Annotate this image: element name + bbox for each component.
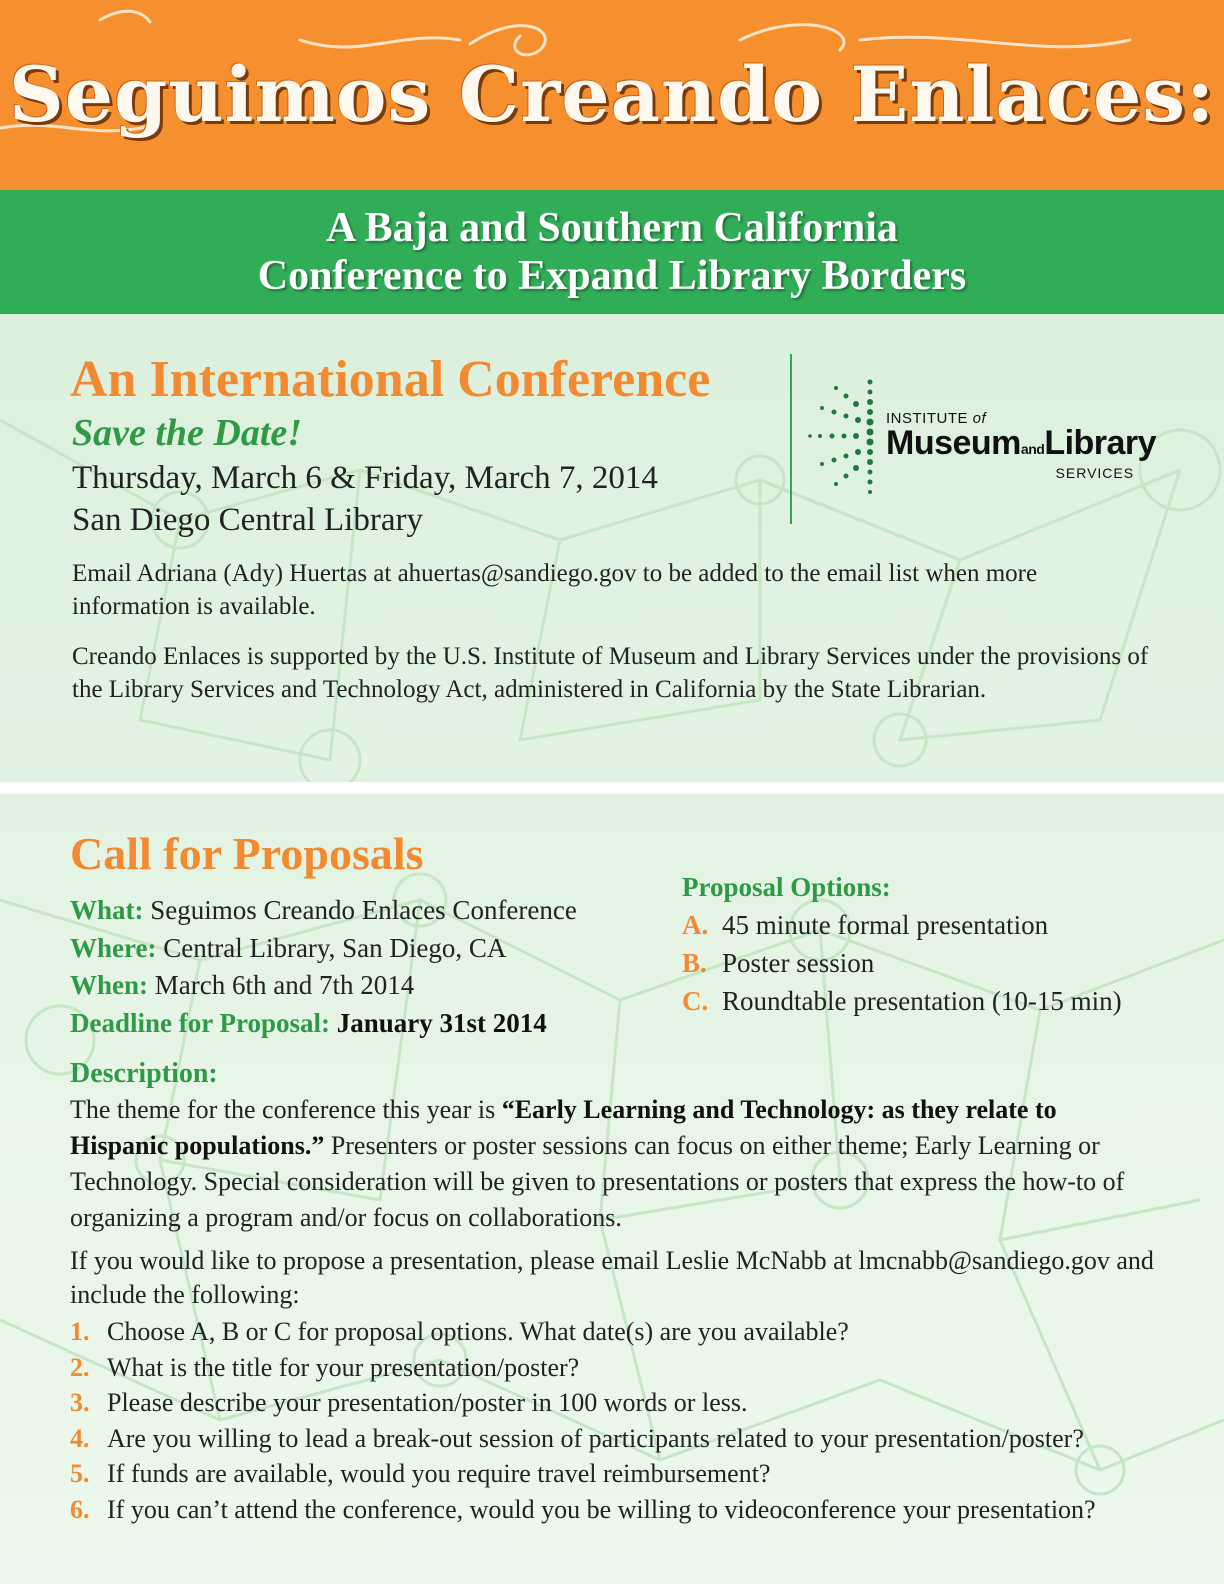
- option-item: C. Roundtable presentation (10-15 min): [682, 986, 1122, 1016]
- subtitle-line-1: A Baja and Southern California: [326, 205, 898, 251]
- subtitle-line-2: Conference to Expand Library Borders: [257, 253, 967, 299]
- where-row: Where: Central Library, San Diego, CA: [70, 932, 507, 963]
- event-dates: Thursday, March 6 & Friday, March 7, 2014: [72, 460, 658, 496]
- list-item: 4. Are you willing to lead a break-out session of participants related to your presentation/poster?: [70, 1423, 1084, 1453]
- list-item: 2. What is the title for your presentation/poster?: [70, 1352, 580, 1382]
- subtitle-banner: [0, 190, 1224, 314]
- what-row: What: Seguimos Creando Enlaces Conference: [70, 895, 577, 925]
- option-item: A. 45 minute formal presentation: [682, 910, 1049, 940]
- title-banner: [0, 0, 1224, 190]
- option-item: B. Poster session: [682, 948, 875, 978]
- propose-instructions: If you would like to propose a presentation, please email Leslie McNabb at lmcnabb@sandiego.gov and include the following:: [70, 1246, 1154, 1309]
- email-note: Email Adriana (Ady) Huertas at ahuertas@sandiego.gov to be added to the email list when more information is available.: [72, 560, 1038, 620]
- cfp-details: [70, 892, 577, 1042]
- event-venue: San Diego Central Library: [72, 502, 423, 538]
- banner-title: Seguimos Creando Enlaces:: [8, 50, 1216, 139]
- imls-services-line: SERVICES: [1055, 465, 1135, 481]
- description-text: The theme for the conference this year is “Early Learning and Technology: as they relate to Hispanic populations.” Presenters or poster sessions can focus on either theme; Early Learning or Technology. Special consideration will be given to presentations or posters that express the how-to of organizing a program and/or focus on collaborations.: [70, 1095, 1125, 1232]
- list-item: 5. If funds are available, would you require travel reimbursement?: [70, 1459, 771, 1488]
- conference-heading: An International Conference: [70, 351, 711, 408]
- imls-name-line: MuseumandLibrary: [886, 424, 1157, 462]
- description-title: Description:: [70, 1058, 218, 1089]
- cfp-heading: Call for Proposals: [70, 828, 424, 879]
- starburst-icon: [806, 376, 882, 504]
- proposal-options-title: Proposal Options:: [682, 872, 891, 902]
- imls-wordmark: [886, 410, 1156, 481]
- proposal-options: [682, 868, 1122, 1020]
- imls-logo: [806, 376, 1156, 504]
- question-list: [70, 1314, 1096, 1527]
- when-row: When: March 6th and 7th 2014: [70, 970, 415, 1000]
- list-item: 3. Please describe your presentation/poster in 100 words or less.: [70, 1388, 748, 1417]
- section-divider: [0, 782, 1224, 794]
- list-item: 1. Choose A, B or C for proposal options. What date(s) are you available?: [70, 1317, 849, 1346]
- deadline-row: Deadline for Proposal: January 31st 2014: [70, 1007, 547, 1038]
- imls-institute-line: INSTITUTE of: [886, 410, 987, 427]
- support-note: Creando Enlaces is supported by the U.S. Institute of Museum and Library Services under the provisions of the Library Services and Technology Act, administered in California by the State Librarian.: [72, 643, 1149, 703]
- list-item: 6. If you can’t attend the conference, would you be willing to videoconference your presentation?: [70, 1494, 1096, 1524]
- save-the-date: Save the Date!: [72, 412, 303, 454]
- vertical-divider: [790, 354, 792, 524]
